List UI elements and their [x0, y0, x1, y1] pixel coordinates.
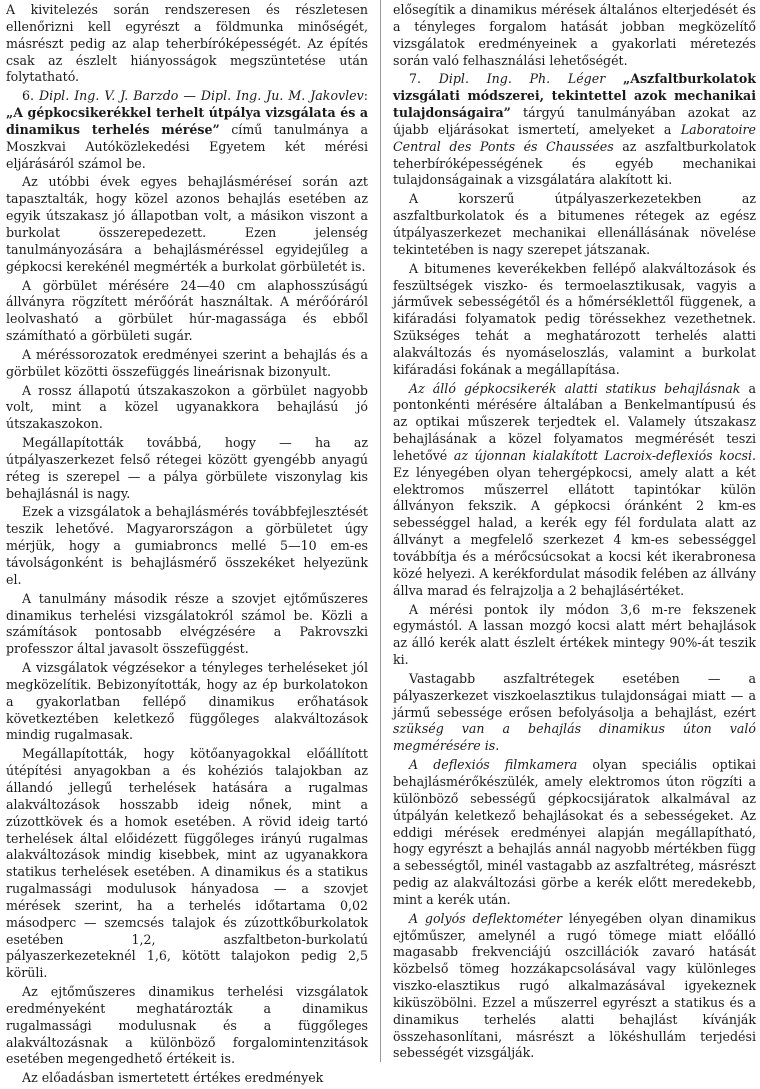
text-run: 6.	[22, 88, 39, 104]
paragraph	[6, 88, 368, 172]
paragraph	[6, 347, 368, 381]
text-run: 7.	[409, 71, 439, 87]
paragraph	[393, 671, 756, 755]
italic-text: Az álló gépkocsikerék alatti statikus behajlásnak	[409, 380, 741, 396]
text-run: A vizsgálatok végzésekor a tényleges terheléseket jól megközelítik. Bebizonyították, hogy az ép burkolatokon a gyakorlatban fellépő dinamikus erőhatások következtében keletkező függőleges alakváltozások mindig rugalmasak.	[6, 660, 368, 743]
italic-text: Dipl. Ing. Ph. Léger	[438, 71, 606, 87]
text-run: Az utóbbi évek egyes behajlásméréseí során azt tapasztalták, hogy közel azonos behajlás esetében az egyik útszakasz jó állapotban volt, a másikon viszont a burkolat összerepedezett. Ezen jelenség tanulmányozására a behajlásméréssel egyidejűleg a gépkocsi kerekénél megmérték a burkolat görbületét is.	[6, 174, 368, 274]
text-run: A méréssorozatok eredményei szerint a behajlás és a görbület közötti összefüggés lineárisnak bizonyult.	[6, 346, 368, 379]
text-run: A tanulmány második része a szovjet ejtőműszeres dinamikus terhelési vizsgálatokról számol be. Közli a számítások pontosabb elvégzésére a Pakrovszki professzor által javasolt összefüggést.	[6, 590, 368, 657]
paragraph	[393, 191, 756, 258]
text-run: Megállapították továbbá, hogy — ha az útpályaszerkezet felső rétegei között gyengébb anyagú réteg is szerepel — a pálya görbülete viszonylag kis behajlásnál is nagy.	[6, 435, 368, 501]
text-run: Ez lényegében olyan tehergépkocsi, amely alatt a két elektromos műszerrel ellátott tapintókar külön állványon fekszik. A gépkocsi óránként 2 km-es sebességgel halad, a kerék egy fél fordulata alatt az állványt a megfelelő szerkezet 4 km-es sebességgel továbbítja és a mérőcsúcsokat a kocsi két ikerabronesa közé helyezi. A kerékfordulat második felében az állvány állva marad és felrajzolja a 2 behajlásértéket.	[393, 464, 756, 598]
text-run: A kivitelezés során rendszeresen és részletesen ellenőrizni kell egyrészt a földmunka minőségét, másrészt pedig az alap teherbíróképességét. Az építés csak az észlelt hiányosságok megszüntetése után folytatható.	[6, 2, 368, 85]
paragraph	[393, 757, 756, 909]
paragraph	[393, 2, 756, 69]
text-run: a pontonkénti mérésére általában a Benkelmantípusú és az optikai műszerek terjedtek el. Valamely útszakasz behajlásának a közel folyamatos megmérését teszi lehetővé	[393, 380, 756, 463]
text-run: A rossz állapotú útszakaszokon a görbület nagyobb volt, mint a közel ugyanakkora behajlású jó útszakaszokon.	[6, 382, 368, 432]
text-run: Ezek a vizsgálatok a behajlásmérés továbbfejlesztését teszik lehetővé. Magyarországon a görbületet úgy mérjük, hogy a gumiabroncs mellé 5—10 em-es távolságonként is behajlásmérő összekéket helyezünk el.	[6, 504, 368, 587]
paragraph	[6, 504, 368, 588]
paragraph	[6, 2, 368, 86]
text-run: elősegítik a dinamikus mérések általános elterjedését és a tényleges forgalom hatását jobban megközelítő vizsgálatok eredményeinek a gyakorlati méretezés során való felhasználási lehetőségét.	[393, 2, 756, 68]
text-run	[605, 71, 623, 86]
paragraph	[6, 591, 368, 658]
paragraph	[6, 174, 368, 275]
paragraph	[393, 71, 756, 189]
text-run: A korszerű útpályaszerkezetekben az aszfaltburkolatok és a bitumenes rétegek az egész útpályaszerkezet mechanikai ellenállásának növelése tekintetében is nagy szerepet játszanak.	[393, 191, 756, 257]
paragraph	[6, 383, 368, 434]
bold-title: „A gépkocsikerékkel terhelt útpálya vizsgálata és a dinamikus terhelés mérése”	[6, 105, 368, 137]
paragraph	[6, 435, 368, 502]
italic-text: A golyós deflektométer	[409, 910, 563, 926]
paragraph	[393, 381, 756, 600]
paragraph	[393, 602, 756, 669]
text-run: Vastagabb aszfaltrétegek esetében — a pályaszerkezet viszkoelasztikus tulajdonságai miatt — a jármű sebessége erősen befolyásolja a behajlást, ezért	[393, 670, 756, 720]
left-column	[6, 2, 368, 1089]
italic-text: szükség van a behajlás dinamikus úton való megmérésére is.	[393, 721, 756, 754]
text-run: lényegében olyan dinamikus ejtőműszer, amelynél a rugó tömege miatt előálló magasabb frekvenciájú oszcillációk zavaró hatását közbelső tömeg hozzákapcsolásával vagy különleges viszko-elasztikus rugó alkalmazásával igyekeznek kiküszöbölni. Ezzel a műszerrel egyrészt a statikus és a dinamikus terhelés alatti behajlást kívánják összehasonlítani, másrészt a lökéshullám terjedési sebességét vizsgálják.	[393, 910, 756, 1061]
paragraph	[6, 746, 368, 982]
text-run: Az előadásban ismertetett értékes eredmények	[22, 1070, 324, 1086]
text-run: című tanulmánya a Moszkvai Autóközlekedési Egyetem két mérési eljárásáról számol be.	[6, 121, 368, 171]
text-run: :	[363, 88, 368, 104]
right-column	[393, 2, 756, 1064]
text-run: A bitumenes keverékekben fellépő alakváltozások és feszültségek viszko- és termoelasztikusak, vagyis a járművek sebességétől és a hőmérséklettől függenek, a kifáradási folyamatok pedig töréssekhez vezethetnek. Szükséges tehát a meghatározott terhelés alatti alakváltozás és nyomáseloszlás, valamint a burkolat kifáradási fokának a megállapítása.	[393, 260, 756, 377]
text-run: tárgyú tanulmányában azokat az újabb eljárásokat ismertetí, amelyeket a	[393, 105, 756, 137]
italic-text: Dipl. Ing. V. J. Barzdo — Dipl. Ing. Ju. M. Jakovlev	[39, 88, 364, 104]
paragraph	[393, 261, 756, 379]
text-run: Megállapították, hogy kötőanyagokkal előállított útépítési anyagokban a és kohéziós talajokban az állandó jellegű terhelések hatására a rugalmas alakváltozások hosszabb ideig nőnek, mint a zúzottkövek és a homok esetében. A rövid ideig tartó terhelések által előidézett függőleges irányú rugalmas alakváltozások mindig kisebbek, mint az ugyanakkora statikus terhelések esetében. A dinamikus és a statikus rugalmassági modulusok hányadosa — a szovjet mérések szerint, ha a terhelés időtartama 0,02 másodperc — szemcsés talajok és zúzottkőburkolatok esetében 1,2, aszfaltbeton-burkolatú pályaszerkezeteknél 1,6, kötött talajokon pedig 2,5 körüli.	[6, 746, 368, 981]
italic-text: Laboratoire Central des Ponts és Chaussées	[393, 121, 756, 154]
text-run: Az ejtőműszeres dinamikus terhelési vizsgálatok eredményeként meghatározták a dinamikus rugalmassági modulusnak és a függőleges alakváltozásnak a különböző forgalomintenzitások esetében megengedhető értékeit is.	[6, 984, 368, 1067]
paragraph	[393, 911, 756, 1063]
bold-title: „Aszfaltburkolatok vizsgálati módszerei, tekintettel azok mechanikai tulajdonságaira”	[393, 71, 756, 121]
italic-text: az újonnan kialakított Lacroix-deflexiós kocsi.	[453, 447, 757, 463]
text-run: A mérési pontok ily módon 3,6 m-re fekszenek egymástól. A lassan mozgó kocsi alatt mért behajlások az álló kerék alatt észlelt értékek mintegy 90%-át teszik ki.	[393, 601, 756, 668]
paragraph	[6, 660, 368, 744]
paragraph	[6, 1070, 368, 1087]
column-divider	[380, 0, 381, 1062]
paragraph	[6, 278, 368, 345]
text-run: olyan speciális optikai behajlásmérőkészülék, amely elektromos úton rögzíti a különböző sebességű gépkocsijáratok alkalmával az útpályán keletkező behajlásokat és a sebességeket. Az eddigi mérések eredményei alapján megállapítható, hogy egyrészt a behajlás annál nagyobb mértékben függ a sebességtől, minél vastagabb az aszfaltréteg, másrészt pedig az alakváltozási görbe a kerék előtt meredekebb, mint a kerék után.	[393, 757, 756, 907]
text-run: az aszfaltburkolatok teherbíróképességének és egyéb mechanikai tulajdonságainak a vizsgálatára alakított ki.	[393, 138, 756, 188]
text-run: A görbület mérésére 24—40 cm alaphosszúságú állványra rögzített mérőórát használtak. A mérőóráról leolvasható a görbület húr-magassága és ebből számítható a görbületi sugár.	[6, 277, 368, 344]
italic-text: A deflexiós filmkamera	[409, 757, 578, 773]
paragraph	[6, 984, 368, 1068]
